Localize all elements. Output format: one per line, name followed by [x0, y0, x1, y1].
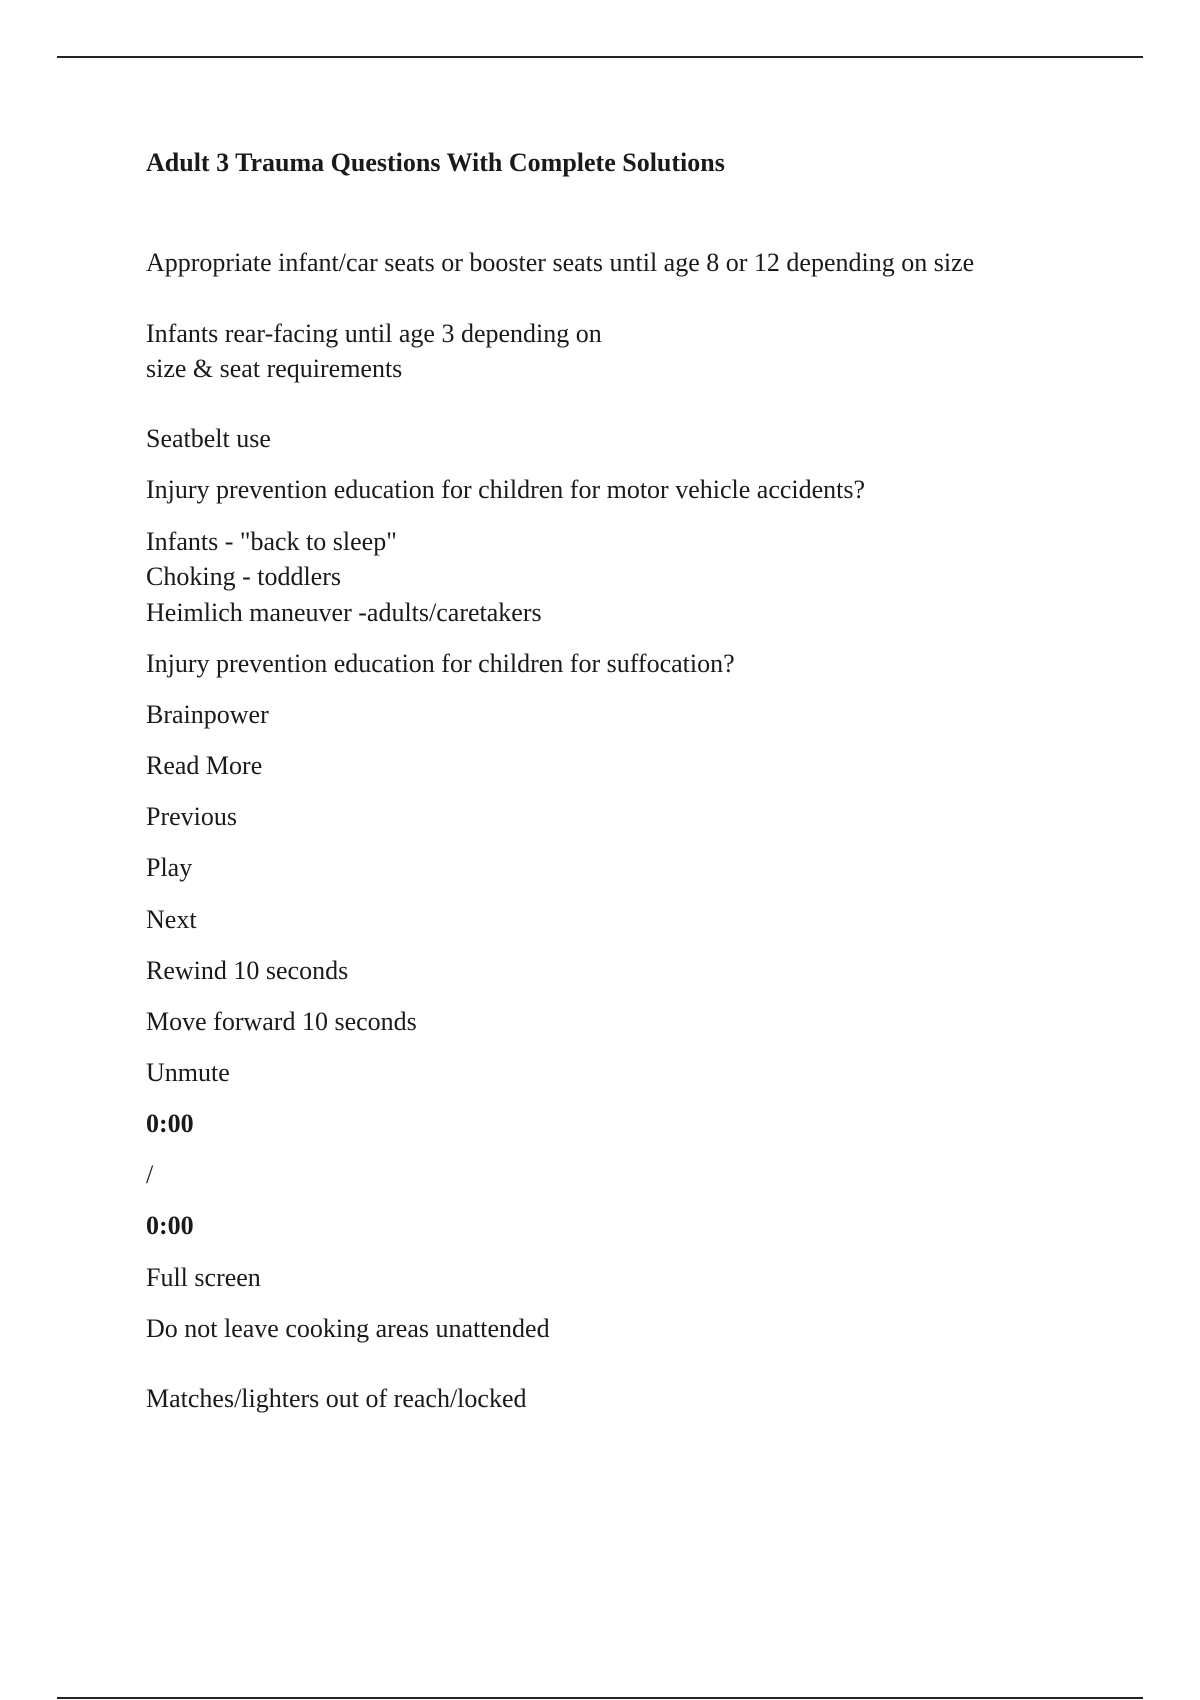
current-time-text: 0:00 — [146, 1109, 194, 1138]
text-line-back-to-sleep: Infants - "back to sleep" — [146, 527, 397, 556]
text-line-rear-facing: Infants rear-facing until age 3 depending on — [146, 319, 602, 348]
question-motor-vehicle: Injury prevention education for children for motor vehicle accidents? — [146, 475, 866, 504]
text-line-seat-requirements: size & seat requirements — [146, 354, 403, 383]
text-line-cooking: Do not leave cooking areas unattended — [146, 1314, 550, 1343]
text-line-choking: Choking - toddlers — [146, 562, 341, 591]
bottom-divider — [57, 1697, 1143, 1699]
time-separator-text: / — [146, 1160, 154, 1189]
question-suffocation: Injury prevention education for children for suffocation? — [146, 649, 735, 678]
document-title: Adult 3 Trauma Questions With Complete Solutions — [146, 148, 725, 177]
previous-text: Previous — [146, 802, 237, 831]
text-brainpower: Brainpower — [146, 700, 269, 729]
text-line-seatbelt: Seatbelt use — [146, 424, 271, 453]
duration-text: 0:00 — [146, 1211, 194, 1240]
next-text: Next — [146, 905, 197, 934]
full-screen-text: Full screen — [146, 1263, 261, 1292]
unmute-text: Unmute — [146, 1058, 230, 1087]
play-text: Play — [146, 853, 193, 882]
text-line-matches: Matches/lighters out of reach/locked — [146, 1384, 527, 1413]
top-divider — [57, 56, 1143, 58]
forward-text: Move forward 10 seconds — [146, 1007, 417, 1036]
rewind-text: Rewind 10 seconds — [146, 956, 349, 985]
read-more-text: Read More — [146, 751, 263, 780]
text-line-car-seats: Appropriate infant/car seats or booster seats until age 8 or 12 depending on size — [146, 248, 975, 277]
text-line-heimlich: Heimlich maneuver -adults/caretakers — [146, 598, 542, 627]
